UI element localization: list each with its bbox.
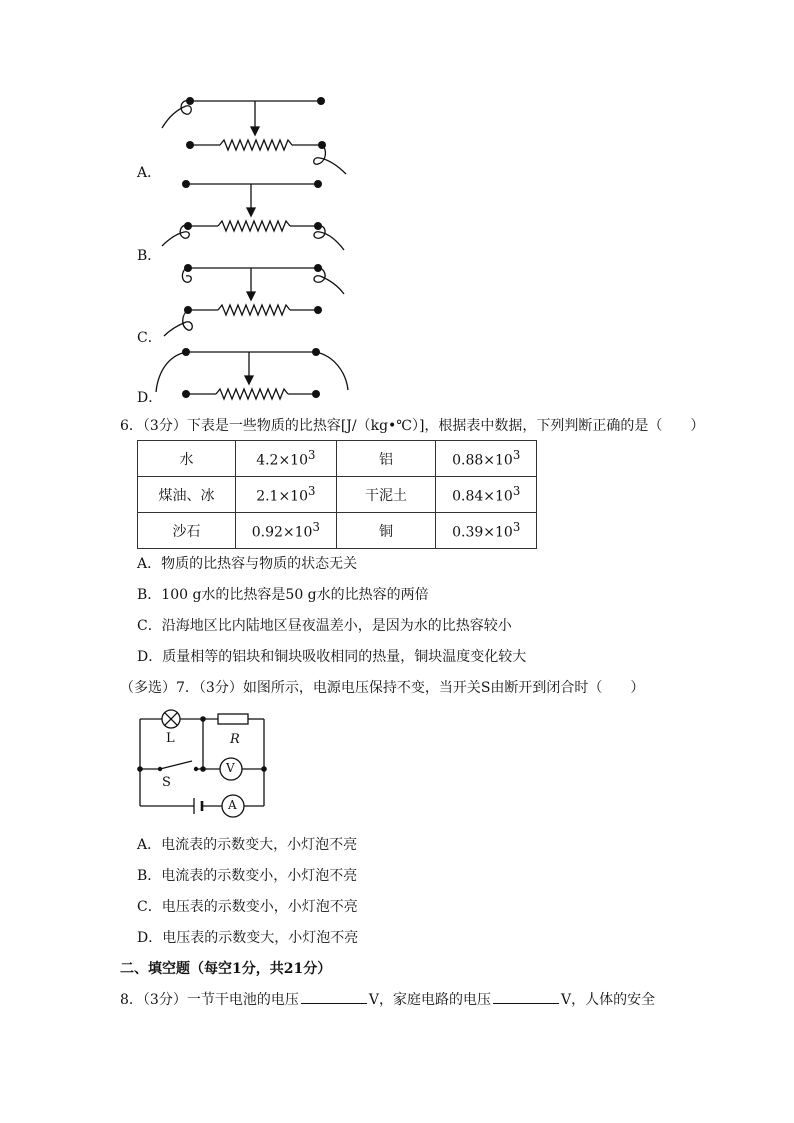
q6-stem: 6．（3分）下表是一些物质的比热容[J/（kg•℃）]，根据表中数据，下列判断正确的是（ ）: [120, 418, 705, 434]
table-cell: 沙石: [138, 513, 236, 549]
q6-option-a[interactable]: A．物质的比热容与物质的状态无关: [137, 556, 358, 572]
resistor-icon: [218, 714, 248, 724]
q5-option-b-label[interactable]: B．: [137, 248, 162, 264]
resistor-label: R: [230, 732, 240, 747]
table-cell: $2.1\times 10^3$: [236, 477, 337, 513]
q7-stem: （多选）7．（3分）如图所示，电源电压保持不变，当开关S由断开到闭合时（ ）: [120, 680, 645, 696]
q7-option-d[interactable]: D．电压表的示数变大，小灯泡不亮: [137, 930, 359, 946]
q6-option-d[interactable]: D．质量相等的铝块和铜块吸收相同的热量，铜块温度变化较大: [137, 649, 527, 665]
table-cell: $0.88\times 10^3$: [436, 441, 537, 477]
table-cell: 水: [138, 441, 236, 477]
section-title: 二、填空题（每空1分，共21分）: [120, 961, 332, 977]
q7-option-c[interactable]: C．电压表的示数变小，小灯泡不亮: [137, 899, 358, 915]
table-cell: $0.39\times 10^3$: [436, 513, 537, 549]
q5-option-a-label[interactable]: A．: [137, 165, 162, 181]
q6-option-b[interactable]: B．100 g水的比热容是50 g水的比热容的两倍: [137, 587, 429, 603]
voltmeter-label: V: [226, 761, 235, 775]
q6-option-c[interactable]: C．沿海地区比内陆地区昼夜温差小，是因为水的比热容较小: [137, 618, 512, 634]
table-cell: 干泥土: [336, 477, 436, 513]
lamp-label: L: [166, 731, 175, 746]
table-cell: 煤油、冰: [138, 477, 236, 513]
table-cell: $0.84\times 10^3$: [436, 477, 537, 513]
q5-option-c-label[interactable]: C．: [137, 330, 162, 346]
answer-blank[interactable]: [301, 991, 367, 1004]
switch-label: S: [162, 775, 171, 790]
ammeter-label: A: [228, 798, 237, 812]
table-cell: $4.2\times 10^3$: [236, 441, 337, 477]
table-cell: 铝: [336, 441, 436, 477]
q5-option-d-label[interactable]: D．: [137, 390, 163, 406]
table-cell: $0.92\times 10^3$: [236, 513, 337, 549]
q7-option-b[interactable]: B．电流表的示数变小，小灯泡不亮: [137, 868, 358, 884]
lamp-icon: [162, 710, 180, 728]
answer-blank[interactable]: [493, 991, 559, 1004]
table-cell: 铜: [336, 513, 436, 549]
q8-stem: 8．（3分）一节干电池的电压 V，家庭电路的电压 V，人体的安全: [120, 992, 656, 1008]
battery-icon: [194, 798, 202, 814]
q7-option-a[interactable]: A．电流表的示数变大，小灯泡不亮: [137, 837, 358, 853]
